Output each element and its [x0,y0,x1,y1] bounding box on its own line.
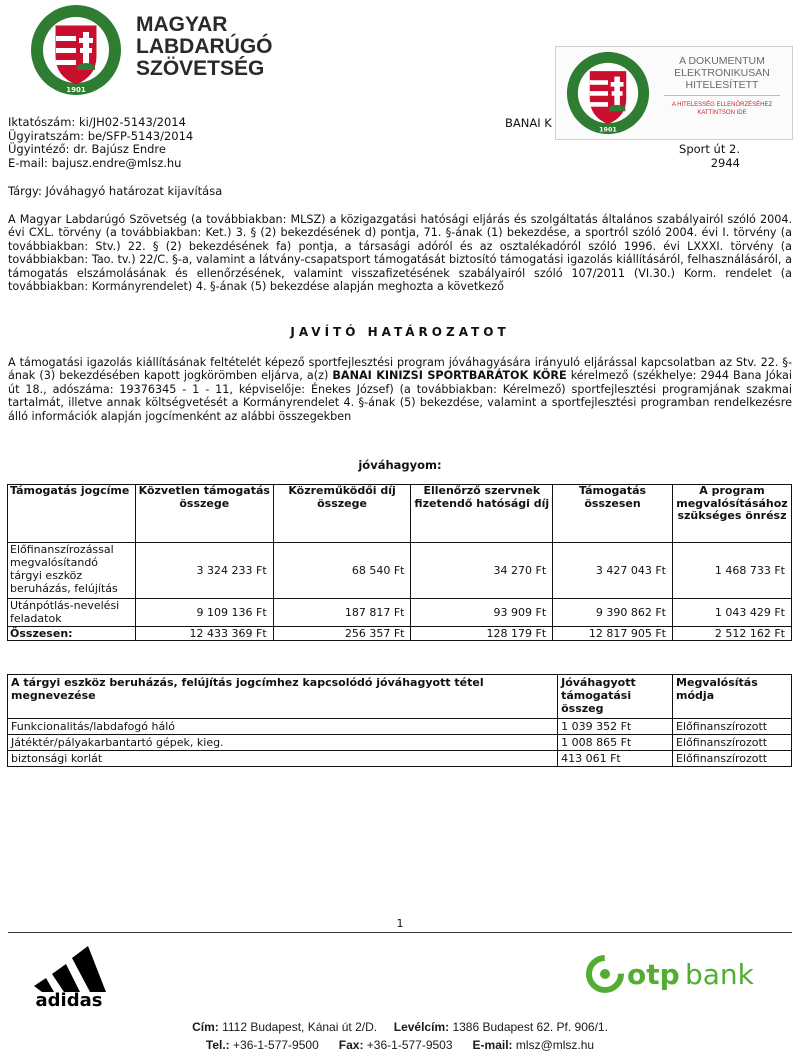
item2-mode: Előfinanszírozott [673,735,792,751]
th-hatosagi-dij: Ellenőrző szervnek fizetendő hatósági díj [411,485,553,543]
footer-address [0,1020,800,1034]
logo-year: 1901 [66,86,86,94]
row2-c3: 93 909 Ft [411,599,553,627]
total-c5: 2 512 162 Ft [672,627,791,641]
th-jogcim: Támogatás jogcíme [8,485,136,543]
item3-amount: 413 061 Ft [558,751,673,767]
otp-wordmark-otp: otp [627,958,680,991]
support-table [7,484,792,641]
stamp-text [656,55,788,91]
item3-mode: Előfinanszírozott [673,751,792,767]
row1-c2: 68 540 Ft [273,543,411,599]
org-name-line1: MAGYAR [136,13,228,36]
org-name [136,14,273,80]
tel-label: Tel.: [205,1038,230,1052]
org-name-line3: SZÖVETSÉG [136,57,265,80]
th-kozvetlen: Közvetlen támogatás összege [135,485,273,543]
row1-c3: 34 270 Ft [411,543,553,599]
item3-name: biztonsági korlát [8,751,558,767]
meta-iktatoszam: Iktatószám: ki/JH02-5143/2014 [8,115,186,129]
otp-wordmark-bank: bank [685,958,754,991]
total-label: Összesen: [8,627,136,641]
stamp-line2: ELEKTRONIKUSAN [674,67,770,79]
table-row [8,599,792,627]
paragraph-2 [8,356,792,423]
table-row [8,735,792,751]
support-table-header [8,485,792,543]
stamp-logo-year: 1901 [599,125,617,134]
decision-title: JAVÍTÓ HATÁROZATOT [290,325,510,339]
item1-name: Funkcionalitás/labdafogó háló [8,719,558,735]
stamp-divider [664,95,780,96]
table-total-row [8,627,792,641]
mlsz-logo [30,4,122,96]
email-value[interactable]: mlsz@mlsz.hu [515,1038,595,1052]
otpbank-logo [585,950,770,998]
th-onresz: A program megvalósításához szükséges önrész [672,485,791,543]
row1-c4: 3 427 043 Ft [553,543,673,599]
recipient-street: Sport út 2. [679,142,740,156]
row2-c1: 9 109 136 Ft [135,599,273,627]
total-c4: 12 817 905 Ft [553,627,673,641]
stamp-line3: HITELESÍTETT [685,79,759,91]
approve-label: jóváhagyom: [358,458,442,472]
row2-label: Utánpótlás-nevelési feladatok [8,599,136,627]
stamp-logo [566,51,650,135]
table-row [8,719,792,735]
paragraph-2-post: kérelmező (székhelye: 2944 Bana Jókai út 18., adószáma: 19376345 - 1 - 11, képviselője: Énekes József) (a továbbiakban: Kérelmező) sportfejlesztési programjának szakmai tartalmát, illetve annak költségvetését a Kormányrendelet 4. §-ának (5) bekezdése, valamint a sportfejlesztési programban rendelkezésre álló információk alapján jogcímenként az alábbi összegekben [8,369,792,423]
total-c2: 256 357 Ft [273,627,411,641]
item2-name: Játéktér/pályakarbantartó gépek, kieg. [8,735,558,751]
th-approved-amount: Jóváhagyott támogatási összeg [558,675,673,719]
page-number: 1 [396,917,404,930]
paragraph-2-pre: A támogatási igazolás kiállításának feltételét képező sportfejlesztési program jóváhagyására irányuló eljárással kapcsolatban az Stv. 22. §-ának (3) bekezdésében kapott jogkörömben eljárva, a(z) [8,356,792,383]
asset-table-header [8,675,792,719]
recipient-zip: 2944 [710,155,740,170]
fax-value: +36-1-577-9503 [366,1038,453,1052]
th-mode: Megvalósítás módja [673,675,792,719]
meta-email: E-mail: bajusz.endre@mlsz.hu [8,155,182,170]
footer-divider [8,932,792,933]
footer-contacts [0,1038,800,1052]
stamp-subtext[interactable] [656,101,788,117]
th-kozremukodoi: Közreműködői díj összege [273,485,411,543]
th-item-name: A tárgyi eszköz beruházás, felújítás jogcímhez kapcsolódó jóváhagyott tétel megnevezése [8,675,558,719]
th-osszesen: Támogatás összesen [553,485,673,543]
tel-value: +36-1-577-9500 [233,1038,319,1052]
item1-amount: 1 039 352 Ft [558,719,673,735]
item1-mode: Előfinanszírozott [673,719,792,735]
authentication-stamp[interactable] [555,46,793,140]
total-c1: 12 433 369 Ft [135,627,273,641]
row2-c4: 9 390 862 Ft [553,599,673,627]
org-name-line2: LABDARÚGÓ [136,35,273,58]
row1-label: Előfinanszírozással megvalósítandó tárgyi eszköz beruházás, felújítás [8,543,136,599]
document-meta [8,116,193,170]
cim-label: Cím: [192,1020,219,1034]
applicant-name: BANAI KINIZSI SPORTBARÁTOK KÖRE [332,369,567,383]
recipient-address [660,143,740,170]
fax-label: Fax: [338,1038,364,1052]
adidas-wordmark: adidas [35,990,103,1010]
stamp-line1: A DOKUMENTUM [679,55,765,67]
meta-ugyiratszam: Ügyiratszám: be/SFP-5143/2014 [8,128,194,143]
asset-items-table [7,674,792,767]
cim-value: 1112 Budapest, Kánai út 2/D. [222,1020,378,1034]
row1-c1: 3 324 233 Ft [135,543,273,599]
row1-c5: 1 468 733 Ft [672,543,791,599]
levelcim-value: 1386 Budapest 62. Pf. 906/1. [452,1020,608,1034]
email-label: E-mail: [472,1038,513,1052]
paragraph-1: A Magyar Labdarúgó Szövetség (a továbbiakban: MLSZ) a közigazgatási hatósági eljárás és szolgáltatás általános szabályairól szóló 2004. évi CXL. törvény (a továbbiakban: Ket.) 3. § (2) bekezdésének d) pontja, 71. §-ának (1) bekezdése, a sportról szóló 2004. évi I. törvény (a továbbiakban: Stv.) 22. § (2) bekezdésének fa) pontja, a társasági adóról és az osztalékadóról szóló 1996. évi LXXXI. törvény (a továbbiakban: Tao. tv.) 22/C. §-a, valamint a látvány-csapatsport támogatását biztosító támogatási igazolás kiállításáról, felhasználásáról, a támogatás elszámolásának és ellenőrzésének, valamint visszafizetésének szabályairól szóló 107/2011 (VI.30.) Korm. rendelet (a továbbiakban: Kormányrendelet) 4. §-ának (5) bekezdése alapján meghozta a következő [8,213,792,294]
adidas-logo [22,940,117,1010]
total-c3: 128 179 Ft [411,627,553,641]
stamp-sub1: A HITELESSÉG ELLENŐRZÉSÉHEZ [671,102,773,108]
table-row [8,751,792,767]
levelcim-label: Levélcím: [393,1020,450,1034]
recipient-name: BANAI K [505,116,552,130]
table-row [8,543,792,599]
row2-c2: 187 817 Ft [273,599,411,627]
subject-line: Tárgy: Jóváhagyó határozat kijavítása [8,184,223,198]
meta-ugyintezo: Ügyintéző: dr. Bajúsz Endre [8,142,166,156]
item2-amount: 1 008 865 Ft [558,735,673,751]
stamp-sub2: KATTINTSON IDE [697,110,747,116]
row2-c5: 1 043 429 Ft [672,599,791,627]
